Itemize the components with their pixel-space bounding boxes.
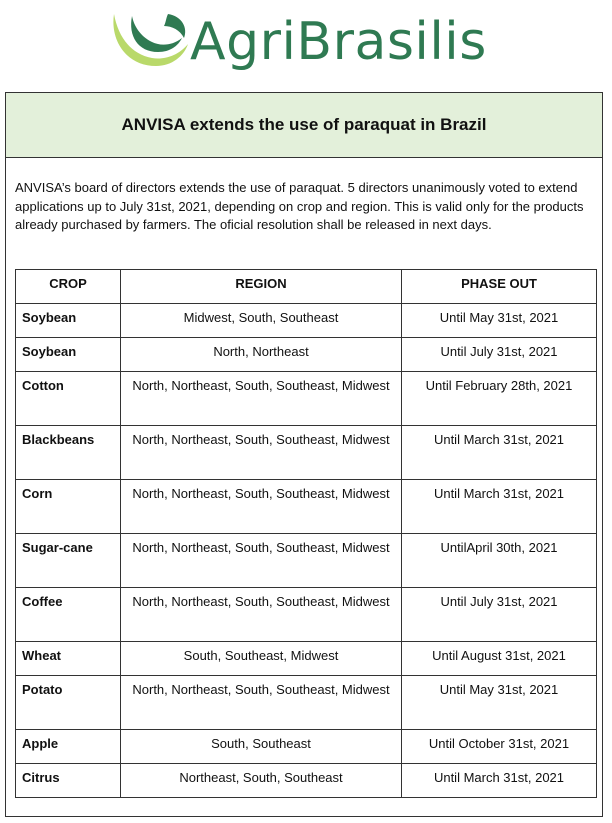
crop-cell: Cotton	[16, 372, 121, 426]
column-header-region: REGION	[121, 270, 402, 304]
phase-out-cell: Until July 31st, 2021	[402, 338, 597, 372]
article-intro: ANVISA’s board of directors extends the use of paraquat. 5 directors unanimously voted to extend applications up to July 31st, 2021, depending on crop and region. This is valid only for the products already purchased by farmers. The oficial resolution shall be released in next days.	[15, 180, 584, 232]
region-cell: North, Northeast, South, Southeast, Midwest	[121, 676, 402, 730]
region-cell: North, Northeast, South, Southeast, Midwest	[121, 426, 402, 480]
brand-logo	[0, 0, 612, 88]
table-row	[16, 372, 597, 426]
region-cell: North, Northeast	[121, 338, 402, 372]
crop-cell: Sugar-cane	[16, 534, 121, 588]
table-row	[16, 426, 597, 480]
region-cell: South, Southeast	[121, 730, 402, 764]
title-banner	[6, 93, 602, 158]
crop-cell: Apple	[16, 730, 121, 764]
table-row	[16, 480, 597, 534]
phase-out-cell: UntilApril 30th, 2021	[402, 534, 597, 588]
crop-cell: Potato	[16, 676, 121, 730]
brand-name: AgriBrasilis	[190, 12, 487, 72]
table-row	[16, 304, 597, 338]
phase-out-cell: Until July 31st, 2021	[402, 588, 597, 642]
region-cell: Northeast, South, Southeast	[121, 764, 402, 798]
region-cell: Midwest, South, Southeast	[121, 304, 402, 338]
phase-out-cell: Until February 28th, 2021	[402, 372, 597, 426]
crop-cell: Blackbeans	[16, 426, 121, 480]
column-header-phase-out: PHASE OUT	[402, 270, 597, 304]
leaf-swoosh-icon	[108, 6, 192, 78]
table-row	[16, 676, 597, 730]
column-header-crop: CROP	[16, 270, 121, 304]
crop-cell: Citrus	[16, 764, 121, 798]
table-row	[16, 588, 597, 642]
region-cell: North, Northeast, South, Southeast, Midwest	[121, 480, 402, 534]
crop-cell: Wheat	[16, 642, 121, 676]
region-cell: North, Northeast, South, Southeast, Midwest	[121, 588, 402, 642]
region-cell: North, Northeast, South, Southeast, Midwest	[121, 372, 402, 426]
crop-cell: Soybean	[16, 304, 121, 338]
article-title: ANVISA extends the use of paraquat in Brazil	[121, 115, 487, 134]
crop-cell: Soybean	[16, 338, 121, 372]
region-cell: North, Northeast, South, Southeast, Midwest	[121, 534, 402, 588]
phase-out-cell: Until March 31st, 2021	[402, 426, 597, 480]
phase-out-table	[15, 269, 597, 798]
phase-out-cell: Until May 31st, 2021	[402, 304, 597, 338]
region-cell: South, Southeast, Midwest	[121, 642, 402, 676]
table-header-row	[16, 270, 597, 304]
crop-cell: Corn	[16, 480, 121, 534]
phase-out-cell: Until March 31st, 2021	[402, 480, 597, 534]
phase-out-cell: Until May 31st, 2021	[402, 676, 597, 730]
article-card	[5, 92, 603, 817]
table-row	[16, 338, 597, 372]
phase-out-cell: Until March 31st, 2021	[402, 764, 597, 798]
phase-out-cell: Until August 31st, 2021	[402, 642, 597, 676]
phase-out-cell: Until October 31st, 2021	[402, 730, 597, 764]
crop-cell: Coffee	[16, 588, 121, 642]
table-row	[16, 730, 597, 764]
table-row	[16, 642, 597, 676]
table-row	[16, 534, 597, 588]
table-row	[16, 764, 597, 798]
